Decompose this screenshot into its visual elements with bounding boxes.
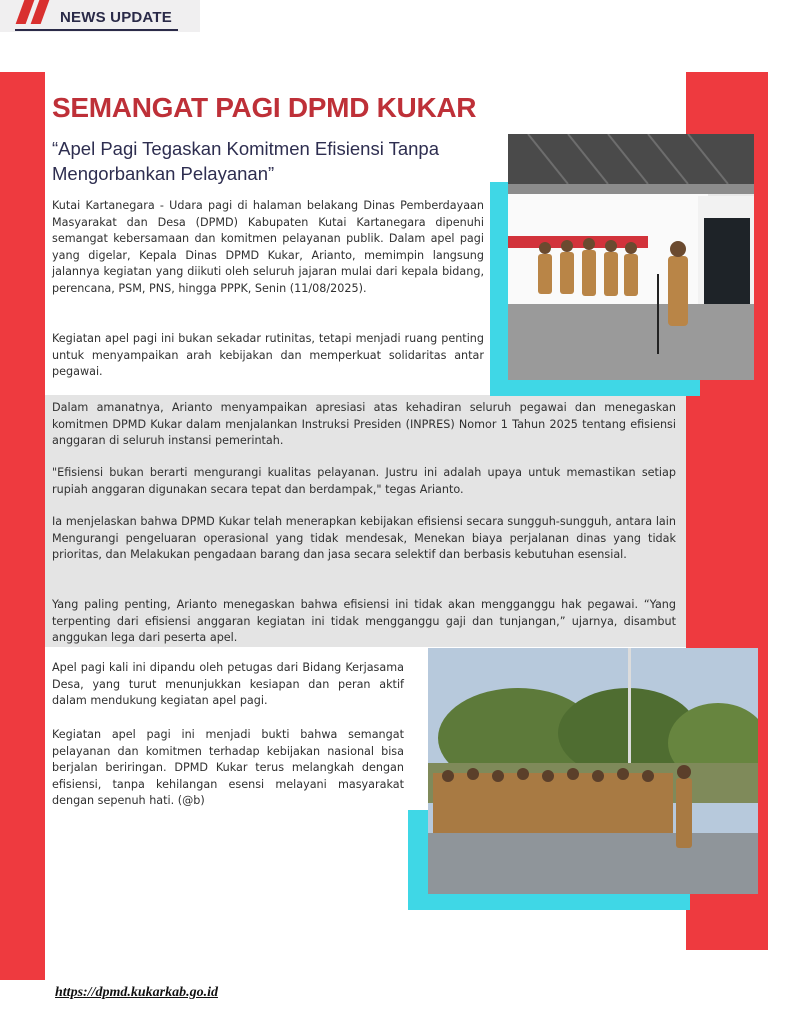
paragraph-measures: Ia menjelaskan bahwa DPMD Kukar telah menerapkan kebijakan efisiensi secara sungguh-sungguh, antara lain Mengurangi pengeluaran operasional yang tidak mendesak, Menekan biaya perjalanan dinas yang tidak prioritas, dan Melakukan pengadaan barang dan jasa secara selektif dan berbasis kebutuhan esensial. xyxy=(52,515,676,562)
website-link[interactable]: https://dpmd.kukarkab.go.id xyxy=(55,985,218,1000)
news-update-label: NEWS UPDATE xyxy=(60,9,172,26)
paragraph-closing: Kegiatan apel pagi ini menjadi bukti bahwa semangat pelayanan dan komitmen terhadap kebijakan nasional bisa berjalan beriringan. DPMD Kukar terus melangkah dengan efisiensi, tanpa kehilangan esensi melayani masyarakat dengan sepenuh hati. (@b) xyxy=(52,728,404,808)
paragraph-mandate: Dalam amanatnya, Arianto menyampaikan apresiasi atas kehadiran seluruh pegawai dan menegaskan komitmen DPMD Kukar dalam menjalankan Instruksi Presiden (INPRES) Nomor 1 Tahun 2025 tentang efisiensi anggaran di seluruh instansi pemerintah. xyxy=(52,401,676,448)
photo-apel-participants xyxy=(428,648,758,894)
paragraph-quote: "Efisiensi bukan berarti mengurangi kualitas pelayanan. Justru ini adalah upaya untuk memastikan setiap rupiah anggaran digunakan secara tepat dan berdampak," tegas Arianto. xyxy=(52,466,676,496)
article-title: SEMANGAT PAGI DPMD KUKAR xyxy=(52,92,477,123)
left-red-bar xyxy=(0,72,45,980)
paragraph-intro: Kutai Kartanegara - Udara pagi di halaman belakang Dinas Pemberdayaan Masyarakat dan Desa (DPMD) Kabupaten Kutai Kartanegara dipenuhi semangat kebersamaan dan komitmen pelayanan publik. Dalam apel pagi yang digelar, Kepala Dinas DPMD Kukar, Arianto, memimpin langsung jalannya kegiatan yang diikuti oleh seluruh jajaran mulai dari kepala bidang, perencana, PSM, PNS, hingga PPPK, Senin (11/08/2025). xyxy=(52,199,484,295)
paragraph-purpose: Kegiatan apel pagi ini bukan sekadar rutinitas, tetapi menjadi ruang penting untuk menyampaikan arah kebijakan dan memperkuat solidaritas antar pegawai. xyxy=(52,332,484,379)
paragraph-employee-rights: Yang paling penting, Arianto menegaskan bahwa efisiensi ini tidak akan mengganggu hak pegawai. “Yang terpenting dari efisiensi anggaran kegiatan ini tidak mengganggu gaji dan tunjangan,” ujarnya, disambut anggukan lega dari peserta apel. xyxy=(52,598,676,645)
article-subtitle: “Apel Pagi Tegaskan Komitmen Efisiensi Tanpa Mengorbankan Pelayanan” xyxy=(52,138,440,184)
badge-stripe xyxy=(31,0,50,24)
badge-underline xyxy=(15,29,178,31)
news-update-badge xyxy=(0,0,200,32)
photo-apel-leader xyxy=(508,134,754,380)
paragraph-officers: Apel pagi kali ini dipandu oleh petugas dari Bidang Kerjasama Desa, yang turut menunjukkan kesiapan dan peran aktif dalam mendukung kegiatan apel pagi. xyxy=(52,661,404,708)
